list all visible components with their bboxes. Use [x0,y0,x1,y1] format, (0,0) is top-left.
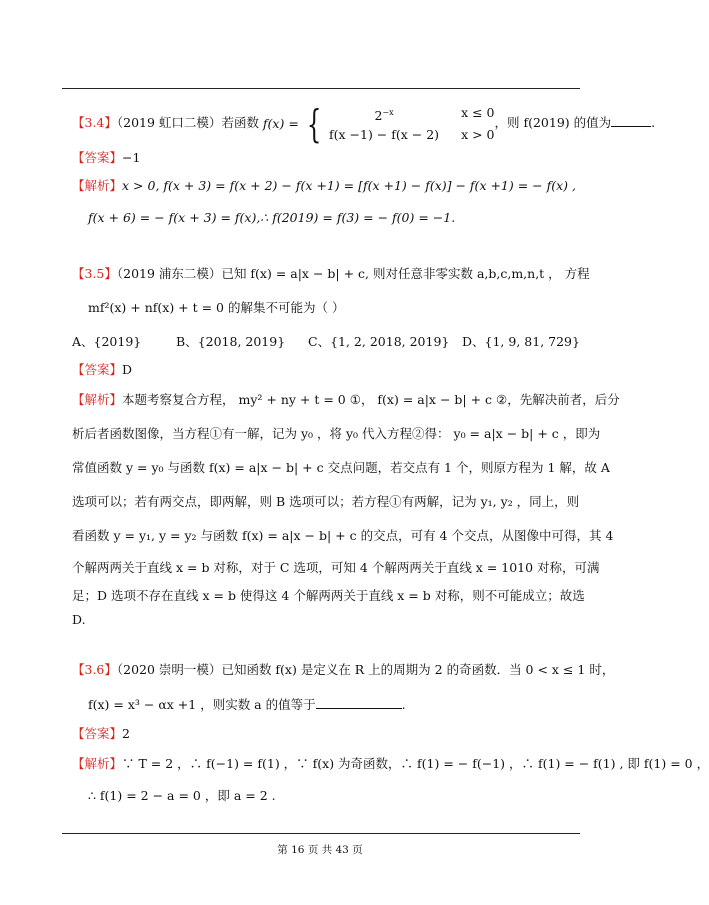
q36-stem-2: f(x) = x³ − αx +1 ，则实数 a 的值等于 . [88,694,406,715]
header-rule [62,88,580,89]
q35-stem-2: mf²(x) + nf(x) + t = 0 的解集不可能为（ ） [88,300,345,315]
analysis-tag: 【解析】 [72,756,123,771]
q34-analysis-2: f(x + 6) = − f(x + 3) = f(x),∴ f(2019) = f(3) = − f(0) = −1. [88,210,456,225]
q35-analysis-7: 足；D 选项不存在直线 x = b 使得这 4 个解两两关于直线 x = b 对称，则不可能成立；故选 [72,588,585,603]
answer-value: −1 [122,150,141,165]
answer-blank [316,694,402,709]
option-a: A、{2019} [72,334,142,349]
answer-tag: 【答案】 [72,362,123,377]
q36-answer [72,724,130,744]
option-d: D、{1, 9, 81, 729} [462,334,580,349]
question-label: 【3.5】 [72,266,117,281]
q35-analysis-6: 个解两两关于直线 x = b 对称，对于 C 选项，可知 4 个解两两关于直线 x = 1010 对称，可满 [72,560,600,575]
option-b: B、{2018, 2019} [176,334,286,349]
q34-answer [72,148,140,168]
q35-analysis-4: 选项可以；若有两交点，即两解，则 B 选项可以；若方程①有两解，记为 y₁, y₂ ，同上，则 [72,494,580,509]
footer-rule [62,833,580,834]
q35-analysis-5: 看函数 y = y₁, y = y₂ 与函数 f(x) = a|x − b| + c 的交点，可有 4 个交点，从图像中可得，其 4 [72,528,614,543]
answer-value: 2 [122,726,130,741]
answer-value: D [122,362,133,377]
analysis-tag: 【解析】 [72,178,123,193]
q35-stem-1: 【3.5】（2019 浦东二模）已知 f(x) = a|x − b| + c, 则对任意非零实数 a,b,c,m,n,t ， 方程 [72,266,590,281]
q35-analysis-3: 常值函数 y = y₀ 与函数 f(x) = a|x − b| + c 交点问题，若交点有 1 个，则原方程为 1 解，故 A [72,460,610,475]
question-source: （2020 崇明一模） [116,662,222,677]
answer-tag: 【答案】 [72,726,123,741]
option-c: C、{1, 2, 2018, 2019} [308,334,450,349]
answer-tag: 【答案】 [72,150,123,165]
q34-stem: 【3.4】（2019 虹口二模）若函数 f(x) = { $2^{-x}$ x ≤ 0 f(x −1) − f(x − 2) x > 0 ，则 f(2019) 的值为 . [72,101,656,146]
q35-answer [72,360,132,380]
question-source: （2019 浦东二模） [116,266,222,281]
analysis-tag: 【解析】 [72,392,123,407]
piecewise-function: f(x) = { $2^{-x}$ x ≤ 0 f(x −1) − f(x − 2) x > 0 [262,101,495,146]
q36-analysis-2: ∴ f(1) = 2 − a = 0 ，即 a = 2 . [88,788,276,803]
question-source: （2019 虹口二模） [116,115,222,131]
page-footer: 第 16 页 共 43 页 [277,844,363,856]
q36-analysis-1: 【解析】∵ T = 2 ，∴ f(−1) = f(1) ，∵ f(x) 为奇函数，∴ f(1) = − f(−1) ，∴ f(1) = − f(1) , 即 f(1) = 0 ， [72,756,709,771]
q35-analysis-1: 【解析】本题考察复合方程， my² + ny + t = 0 ①， f(x) = a|x − b| + c ②，先解决前者，后分 [72,392,620,407]
q35-analysis-2: 析后者函数图像，当方程①有一解，记为 y₀ ，将 y₀ 代入方程②得： y₀ = a|x − b| + c ，即为 [72,426,601,441]
question-label: 【3.6】 [72,662,117,677]
question-label: 【3.4】 [72,115,117,131]
q36-stem-1: 【3.6】（2020 崇明一模）已知函数 f(x) 是定义在 R 上的周期为 2 的奇函数．当 0 < x ≤ 1 时， [72,662,615,677]
answer-blank [611,112,651,127]
q34-analysis-1: 【解析】x > 0, f(x + 3) = f(x + 2) − f(x +1) = [f(x +1) − f(x)] − f(x +1) = − f(x) , [72,178,577,193]
q35-analysis-8: D. [72,612,86,627]
